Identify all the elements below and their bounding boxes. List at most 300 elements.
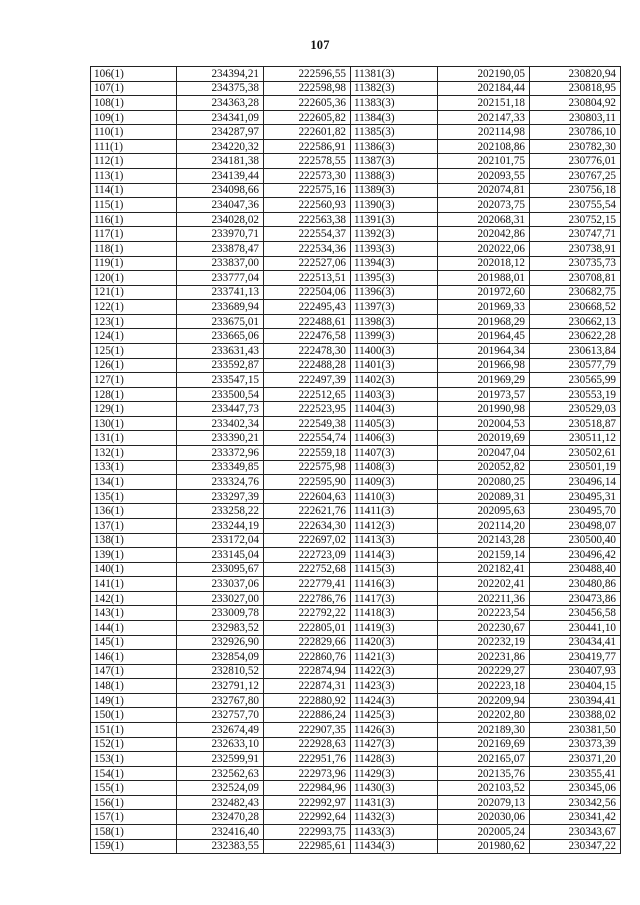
y-coord-right: 230381,50 — [530, 723, 621, 738]
point-id-right: 11385(3) — [351, 125, 438, 140]
x-coord-right: 202073,75 — [438, 198, 530, 213]
x-coord-left: 234375,38 — [177, 81, 264, 96]
y-coord-left: 222575,16 — [264, 183, 351, 198]
point-id-right: 11432(3) — [351, 810, 438, 825]
table-row — [91, 781, 621, 796]
point-id-left: 145(1) — [91, 635, 177, 650]
y-coord-left: 222605,82 — [264, 110, 351, 125]
point-id-right: 11391(3) — [351, 212, 438, 227]
x-coord-left: 234047,36 — [177, 198, 264, 213]
point-id-left: 126(1) — [91, 358, 177, 373]
x-coord-right: 202095,63 — [438, 504, 530, 519]
y-coord-left: 222573,30 — [264, 169, 351, 184]
x-coord-left: 233665,06 — [177, 329, 264, 344]
point-id-left: 107(1) — [91, 81, 177, 96]
y-coord-right: 230355,41 — [530, 766, 621, 781]
point-id-right: 11422(3) — [351, 664, 438, 679]
table-row — [91, 139, 621, 154]
point-id-left: 119(1) — [91, 256, 177, 271]
table-row — [91, 577, 621, 592]
table-row — [91, 387, 621, 402]
y-coord-right: 230782,30 — [530, 139, 621, 154]
x-coord-right: 202101,75 — [438, 154, 530, 169]
point-id-left: 111(1) — [91, 139, 177, 154]
x-coord-left: 233027,00 — [177, 591, 264, 606]
point-id-right: 11382(3) — [351, 81, 438, 96]
point-id-right: 11419(3) — [351, 620, 438, 635]
point-id-left: 136(1) — [91, 504, 177, 519]
x-coord-left: 233037,06 — [177, 577, 264, 592]
y-coord-right: 230767,25 — [530, 169, 621, 184]
point-id-right: 11431(3) — [351, 795, 438, 810]
point-id-right: 11415(3) — [351, 562, 438, 577]
x-coord-left: 233390,21 — [177, 431, 264, 446]
x-coord-right: 202231,86 — [438, 650, 530, 665]
x-coord-right: 202042,86 — [438, 227, 530, 242]
table-row — [91, 271, 621, 286]
x-coord-left: 232599,91 — [177, 752, 264, 767]
x-coord-left: 233324,76 — [177, 475, 264, 490]
point-id-right: 11405(3) — [351, 416, 438, 431]
point-id-left: 109(1) — [91, 110, 177, 125]
x-coord-right: 202151,18 — [438, 96, 530, 111]
x-coord-left: 233777,04 — [177, 271, 264, 286]
x-coord-left: 232524,09 — [177, 781, 264, 796]
x-coord-left: 232767,80 — [177, 693, 264, 708]
y-coord-left: 222605,36 — [264, 96, 351, 111]
y-coord-left: 222928,63 — [264, 737, 351, 752]
y-coord-right: 230394,41 — [530, 693, 621, 708]
point-id-right: 11417(3) — [351, 591, 438, 606]
point-id-right: 11413(3) — [351, 533, 438, 548]
x-coord-left: 232562,63 — [177, 766, 264, 781]
y-coord-left: 222874,94 — [264, 664, 351, 679]
x-coord-right: 202030,06 — [438, 810, 530, 825]
x-coord-left: 233547,15 — [177, 373, 264, 388]
point-id-right: 11389(3) — [351, 183, 438, 198]
x-coord-right: 202147,33 — [438, 110, 530, 125]
x-coord-right: 202005,24 — [438, 825, 530, 840]
point-id-right: 11406(3) — [351, 431, 438, 446]
y-coord-right: 230404,15 — [530, 679, 621, 694]
x-coord-right: 202093,55 — [438, 169, 530, 184]
x-coord-right: 202019,69 — [438, 431, 530, 446]
point-id-left: 131(1) — [91, 431, 177, 446]
y-coord-right: 230341,42 — [530, 810, 621, 825]
point-id-left: 116(1) — [91, 212, 177, 227]
x-coord-left: 234220,32 — [177, 139, 264, 154]
y-coord-right: 230803,11 — [530, 110, 621, 125]
y-coord-right: 230668,52 — [530, 300, 621, 315]
x-coord-left: 234363,28 — [177, 96, 264, 111]
x-coord-right: 202165,07 — [438, 752, 530, 767]
y-coord-right: 230820,94 — [530, 67, 621, 82]
y-coord-left: 222752,68 — [264, 562, 351, 577]
y-coord-right: 230502,61 — [530, 446, 621, 461]
x-coord-left: 233009,78 — [177, 606, 264, 621]
x-coord-right: 202052,82 — [438, 460, 530, 475]
point-id-right: 11398(3) — [351, 314, 438, 329]
table-row — [91, 504, 621, 519]
y-coord-left: 222860,76 — [264, 650, 351, 665]
table-row — [91, 198, 621, 213]
x-coord-right: 202143,28 — [438, 533, 530, 548]
point-id-left: 141(1) — [91, 577, 177, 592]
x-coord-left: 232470,28 — [177, 810, 264, 825]
x-coord-right: 202229,27 — [438, 664, 530, 679]
y-coord-left: 222513,51 — [264, 271, 351, 286]
y-coord-left: 222993,75 — [264, 825, 351, 840]
y-coord-left: 222697,02 — [264, 533, 351, 548]
page-number: 107 — [310, 38, 330, 52]
point-id-right: 11410(3) — [351, 489, 438, 504]
y-coord-right: 230662,13 — [530, 314, 621, 329]
y-coord-right: 230529,03 — [530, 402, 621, 417]
y-coord-left: 222601,82 — [264, 125, 351, 140]
y-coord-right: 230776,01 — [530, 154, 621, 169]
table-row — [91, 825, 621, 840]
point-id-right: 11403(3) — [351, 387, 438, 402]
table-row — [91, 125, 621, 140]
point-id-right: 11395(3) — [351, 271, 438, 286]
point-id-right: 11399(3) — [351, 329, 438, 344]
x-coord-right: 201964,45 — [438, 329, 530, 344]
point-id-left: 143(1) — [91, 606, 177, 621]
table-row — [91, 227, 621, 242]
table-row — [91, 475, 621, 490]
y-coord-right: 230804,92 — [530, 96, 621, 111]
x-coord-left: 233095,67 — [177, 562, 264, 577]
x-coord-left: 232633,10 — [177, 737, 264, 752]
x-coord-right: 202114,98 — [438, 125, 530, 140]
y-coord-left: 222951,76 — [264, 752, 351, 767]
point-id-left: 127(1) — [91, 373, 177, 388]
x-coord-right: 202068,31 — [438, 212, 530, 227]
table-row — [91, 723, 621, 738]
point-id-right: 11401(3) — [351, 358, 438, 373]
point-id-left: 106(1) — [91, 67, 177, 82]
x-coord-left: 233402,34 — [177, 416, 264, 431]
point-id-right: 11402(3) — [351, 373, 438, 388]
point-id-left: 138(1) — [91, 533, 177, 548]
point-id-right: 11387(3) — [351, 154, 438, 169]
x-coord-left: 233970,71 — [177, 227, 264, 242]
y-coord-left: 222488,28 — [264, 358, 351, 373]
y-coord-left: 222504,06 — [264, 285, 351, 300]
point-id-right: 11424(3) — [351, 693, 438, 708]
x-coord-left: 232757,70 — [177, 708, 264, 723]
y-coord-right: 230488,40 — [530, 562, 621, 577]
x-coord-right: 202004,53 — [438, 416, 530, 431]
y-coord-left: 222563,38 — [264, 212, 351, 227]
point-id-right: 11425(3) — [351, 708, 438, 723]
y-coord-left: 222554,74 — [264, 431, 351, 446]
table-row — [91, 343, 621, 358]
y-coord-right: 230735,73 — [530, 256, 621, 271]
table-row — [91, 416, 621, 431]
x-coord-left: 233675,01 — [177, 314, 264, 329]
y-coord-left: 222907,35 — [264, 723, 351, 738]
x-coord-right: 201980,62 — [438, 839, 530, 854]
table-row — [91, 241, 621, 256]
y-coord-left: 222992,64 — [264, 810, 351, 825]
y-coord-left: 222578,55 — [264, 154, 351, 169]
x-coord-left: 233878,47 — [177, 241, 264, 256]
table-row — [91, 489, 621, 504]
table-row — [91, 329, 621, 344]
table-row — [91, 606, 621, 621]
y-coord-right: 230818,95 — [530, 81, 621, 96]
point-id-right: 11421(3) — [351, 650, 438, 665]
y-coord-right: 230786,10 — [530, 125, 621, 140]
point-id-right: 11388(3) — [351, 169, 438, 184]
y-coord-right: 230613,84 — [530, 343, 621, 358]
point-id-left: 135(1) — [91, 489, 177, 504]
point-id-right: 11434(3) — [351, 839, 438, 854]
x-coord-right: 201966,98 — [438, 358, 530, 373]
y-coord-left: 222476,58 — [264, 329, 351, 344]
table-row — [91, 300, 621, 315]
x-coord-right: 202114,20 — [438, 518, 530, 533]
point-id-left: 125(1) — [91, 343, 177, 358]
x-coord-left: 233172,04 — [177, 533, 264, 548]
point-id-right: 11397(3) — [351, 300, 438, 315]
y-coord-right: 230755,54 — [530, 198, 621, 213]
y-coord-left: 222886,24 — [264, 708, 351, 723]
x-coord-left: 234181,38 — [177, 154, 264, 169]
x-coord-left: 234287,97 — [177, 125, 264, 140]
y-coord-left: 222495,43 — [264, 300, 351, 315]
table-row — [91, 533, 621, 548]
y-coord-left: 222621,76 — [264, 504, 351, 519]
y-coord-left: 222575,98 — [264, 460, 351, 475]
point-id-left: 129(1) — [91, 402, 177, 417]
point-id-left: 153(1) — [91, 752, 177, 767]
y-coord-right: 230496,42 — [530, 548, 621, 563]
point-id-right: 11423(3) — [351, 679, 438, 694]
x-coord-left: 232383,55 — [177, 839, 264, 854]
table-row — [91, 548, 621, 563]
point-id-right: 11418(3) — [351, 606, 438, 621]
coordinates-table-body — [91, 67, 621, 854]
x-coord-right: 202189,30 — [438, 723, 530, 738]
point-id-right: 11428(3) — [351, 752, 438, 767]
y-coord-right: 230553,19 — [530, 387, 621, 402]
x-coord-left: 234139,44 — [177, 169, 264, 184]
point-id-right: 11393(3) — [351, 241, 438, 256]
x-coord-left: 234028,02 — [177, 212, 264, 227]
point-id-left: 150(1) — [91, 708, 177, 723]
y-coord-right: 230495,70 — [530, 504, 621, 519]
y-coord-right: 230565,99 — [530, 373, 621, 388]
x-coord-right: 202182,41 — [438, 562, 530, 577]
y-coord-right: 230495,31 — [530, 489, 621, 504]
y-coord-right: 230434,41 — [530, 635, 621, 650]
table-row — [91, 810, 621, 825]
point-id-right: 11407(3) — [351, 446, 438, 461]
table-row — [91, 110, 621, 125]
x-coord-right: 202202,41 — [438, 577, 530, 592]
point-id-left: 144(1) — [91, 620, 177, 635]
x-coord-right: 202223,18 — [438, 679, 530, 694]
y-coord-right: 230496,14 — [530, 475, 621, 490]
table-row — [91, 81, 621, 96]
x-coord-right: 202135,76 — [438, 766, 530, 781]
table-row — [91, 518, 621, 533]
x-coord-right: 202184,44 — [438, 81, 530, 96]
x-coord-left: 233631,43 — [177, 343, 264, 358]
x-coord-left: 232810,52 — [177, 664, 264, 679]
x-coord-left: 233689,94 — [177, 300, 264, 315]
point-id-left: 132(1) — [91, 446, 177, 461]
point-id-right: 11409(3) — [351, 475, 438, 490]
table-row — [91, 650, 621, 665]
x-coord-right: 202047,04 — [438, 446, 530, 461]
point-id-left: 151(1) — [91, 723, 177, 738]
point-id-left: 156(1) — [91, 795, 177, 810]
x-coord-right: 201988,01 — [438, 271, 530, 286]
y-coord-left: 222534,36 — [264, 241, 351, 256]
table-row — [91, 358, 621, 373]
point-id-right: 11416(3) — [351, 577, 438, 592]
table-row — [91, 402, 621, 417]
table-row — [91, 431, 621, 446]
y-coord-right: 230473,86 — [530, 591, 621, 606]
y-coord-right: 230577,79 — [530, 358, 621, 373]
x-coord-right: 202074,81 — [438, 183, 530, 198]
y-coord-right: 230756,18 — [530, 183, 621, 198]
y-coord-left: 222634,30 — [264, 518, 351, 533]
x-coord-left: 233592,87 — [177, 358, 264, 373]
y-coord-left: 222523,95 — [264, 402, 351, 417]
y-coord-left: 222527,06 — [264, 256, 351, 271]
point-id-right: 11412(3) — [351, 518, 438, 533]
table-row — [91, 752, 621, 767]
point-id-left: 137(1) — [91, 518, 177, 533]
y-coord-right: 230371,20 — [530, 752, 621, 767]
table-row — [91, 154, 621, 169]
x-coord-right: 201973,57 — [438, 387, 530, 402]
table-row — [91, 285, 621, 300]
y-coord-right: 230342,56 — [530, 795, 621, 810]
table-row — [91, 212, 621, 227]
point-id-right: 11430(3) — [351, 781, 438, 796]
x-coord-left: 233372,96 — [177, 446, 264, 461]
point-id-right: 11384(3) — [351, 110, 438, 125]
y-coord-right: 230501,19 — [530, 460, 621, 475]
point-id-right: 11433(3) — [351, 825, 438, 840]
y-coord-left: 222596,55 — [264, 67, 351, 82]
x-coord-left: 233258,22 — [177, 504, 264, 519]
y-coord-left: 222559,18 — [264, 446, 351, 461]
point-id-right: 11396(3) — [351, 285, 438, 300]
point-id-right: 11414(3) — [351, 548, 438, 563]
point-id-left: 117(1) — [91, 227, 177, 242]
x-coord-right: 202103,52 — [438, 781, 530, 796]
y-coord-left: 222805,01 — [264, 620, 351, 635]
y-coord-right: 230343,67 — [530, 825, 621, 840]
point-id-left: 124(1) — [91, 329, 177, 344]
y-coord-right: 230747,71 — [530, 227, 621, 242]
y-coord-left: 222880,92 — [264, 693, 351, 708]
table-row — [91, 183, 621, 198]
x-coord-left: 233500,54 — [177, 387, 264, 402]
y-coord-left: 222779,41 — [264, 577, 351, 592]
y-coord-left: 222792,22 — [264, 606, 351, 621]
x-coord-left: 232926,90 — [177, 635, 264, 650]
x-coord-right: 202159,14 — [438, 548, 530, 563]
y-coord-right: 230345,06 — [530, 781, 621, 796]
y-coord-left: 222488,61 — [264, 314, 351, 329]
table-row — [91, 460, 621, 475]
x-coord-left: 232983,52 — [177, 620, 264, 635]
point-id-left: 133(1) — [91, 460, 177, 475]
y-coord-right: 230347,22 — [530, 839, 621, 854]
point-id-right: 11411(3) — [351, 504, 438, 519]
x-coord-left: 233447,73 — [177, 402, 264, 417]
x-coord-right: 202190,05 — [438, 67, 530, 82]
x-coord-left: 232482,43 — [177, 795, 264, 810]
x-coord-right: 202232,19 — [438, 635, 530, 650]
table-row — [91, 766, 621, 781]
table-row — [91, 693, 621, 708]
table-row — [91, 679, 621, 694]
point-id-right: 11394(3) — [351, 256, 438, 271]
table-row — [91, 839, 621, 854]
point-id-right: 11400(3) — [351, 343, 438, 358]
x-coord-right: 202211,36 — [438, 591, 530, 606]
y-coord-right: 230456,58 — [530, 606, 621, 621]
x-coord-right: 202202,80 — [438, 708, 530, 723]
x-coord-right: 202089,31 — [438, 489, 530, 504]
point-id-left: 110(1) — [91, 125, 177, 140]
x-coord-left: 233145,04 — [177, 548, 264, 563]
point-id-left: 148(1) — [91, 679, 177, 694]
y-coord-right: 230752,15 — [530, 212, 621, 227]
y-coord-left: 222560,93 — [264, 198, 351, 213]
point-id-right: 11383(3) — [351, 96, 438, 111]
y-coord-left: 222478,30 — [264, 343, 351, 358]
table-row — [91, 591, 621, 606]
point-id-left: 157(1) — [91, 810, 177, 825]
point-id-left: 142(1) — [91, 591, 177, 606]
x-coord-right: 201968,29 — [438, 314, 530, 329]
x-coord-right: 201972,60 — [438, 285, 530, 300]
point-id-left: 149(1) — [91, 693, 177, 708]
x-coord-left: 233349,85 — [177, 460, 264, 475]
point-id-left: 134(1) — [91, 475, 177, 490]
y-coord-right: 230708,81 — [530, 271, 621, 286]
point-id-left: 128(1) — [91, 387, 177, 402]
y-coord-right: 230373,39 — [530, 737, 621, 752]
point-id-left: 130(1) — [91, 416, 177, 431]
table-row — [91, 795, 621, 810]
table-row — [91, 256, 621, 271]
point-id-right: 11420(3) — [351, 635, 438, 650]
point-id-left: 147(1) — [91, 664, 177, 679]
table-row — [91, 446, 621, 461]
x-coord-right: 202230,67 — [438, 620, 530, 635]
y-coord-left: 222497,39 — [264, 373, 351, 388]
y-coord-left: 222786,76 — [264, 591, 351, 606]
table-row — [91, 314, 621, 329]
y-coord-right: 230518,87 — [530, 416, 621, 431]
point-id-left: 152(1) — [91, 737, 177, 752]
y-coord-left: 222973,96 — [264, 766, 351, 781]
x-coord-right: 202022,06 — [438, 241, 530, 256]
point-id-right: 11426(3) — [351, 723, 438, 738]
x-coord-right: 202108,86 — [438, 139, 530, 154]
